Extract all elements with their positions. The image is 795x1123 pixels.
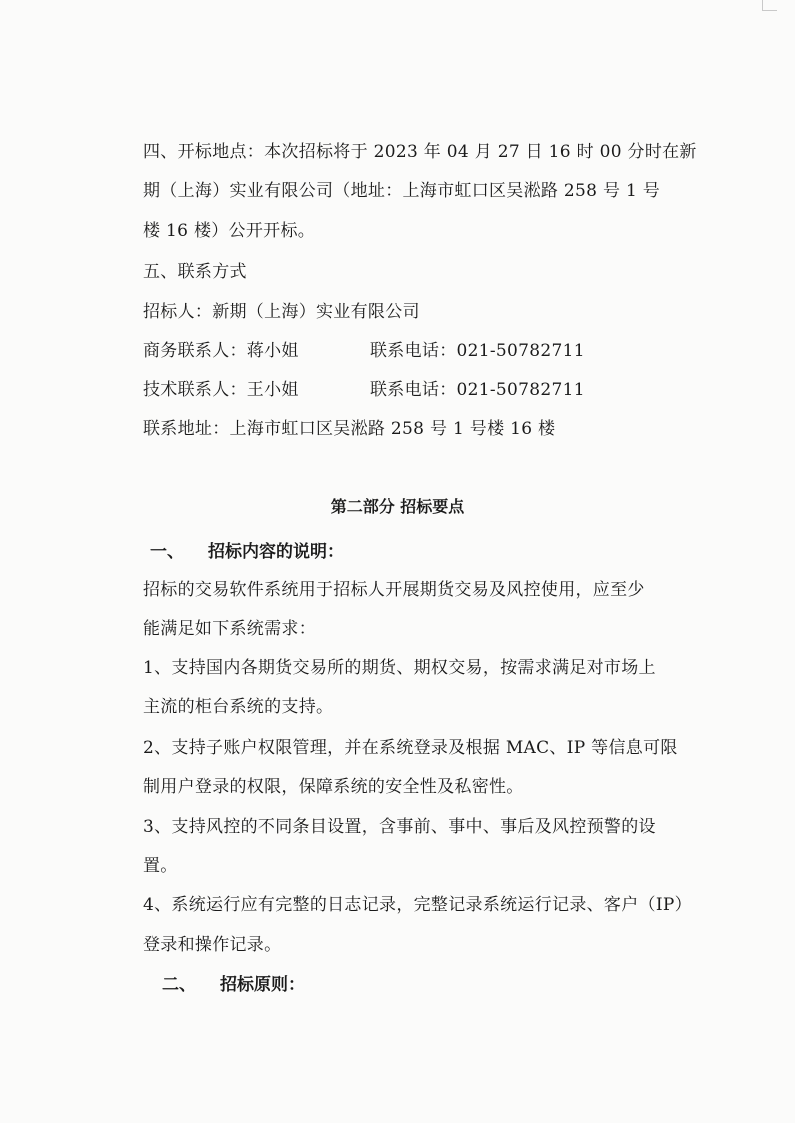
part2-title: 第二部分 招标要点 — [330, 497, 465, 516]
business-contact: 商务联系人：蒋小姐 — [143, 341, 299, 361]
item1-line-2: 主流的柜台系统的支持。 — [143, 697, 334, 717]
bidder-line: 招标人：新期（上海）实业有限公司 — [143, 302, 420, 322]
page-corner-mark — [762, 0, 777, 11]
item2-line-2: 制用户登录的权限，保障系统的安全性及私密性。 — [143, 777, 524, 797]
part2-heading-2 — [162, 975, 305, 995]
part2-heading-1 — [150, 542, 344, 562]
item1-line-1: 1、支持国内各期货交易所的期货、期权交易，按需求满足对市场上 — [143, 658, 656, 678]
item3-line-2: 置。 — [143, 856, 178, 876]
section4-line-1: 四、开标地点：本次招标将于 2023 年 04 月 27 日 16 时 00 分时在新 — [143, 142, 697, 162]
heading-2-text: 招标原则： — [220, 975, 305, 995]
heading-2-number: 二、 — [162, 975, 196, 995]
business-contact-row — [143, 341, 743, 361]
section4-line-3: 楼 16 楼）公开开标。 — [143, 221, 316, 241]
address-line: 联系地址：上海市虹口区吴淞路 258 号 1 号楼 16 楼 — [143, 419, 556, 439]
intro-line-1: 招标的交易软件系统用于招标人开展期货交易及风控使用，应至少 — [143, 580, 645, 600]
item4-line-2: 登录和操作记录。 — [143, 935, 282, 955]
section5-title: 五、联系方式 — [143, 262, 247, 282]
item4-line-1: 4、系统运行应有完整的日志记录，完整记录系统运行记录、客户（IP） — [143, 895, 692, 915]
business-phone: 联系电话：021-50782711 — [370, 341, 585, 361]
section4-line-2: 期（上海）实业有限公司（地址：上海市虹口区吴淞路 258 号 1 号 — [143, 181, 661, 201]
tech-contact-row — [143, 380, 743, 400]
heading-1-text: 招标内容的说明： — [208, 542, 344, 562]
heading-1-number: 一、 — [150, 542, 184, 562]
tech-phone: 联系电话：021-50782711 — [370, 380, 585, 400]
item3-line-1: 3、支持风控的不同条目设置，含事前、事中、事后及风控预警的设 — [143, 817, 656, 837]
intro-line-2: 能满足如下系统需求： — [143, 619, 316, 639]
item2-line-1: 2、支持子账户权限管理，并在系统登录及根据 MAC、IP 等信息可限 — [143, 738, 678, 758]
tech-contact: 技术联系人：王小姐 — [143, 380, 299, 400]
